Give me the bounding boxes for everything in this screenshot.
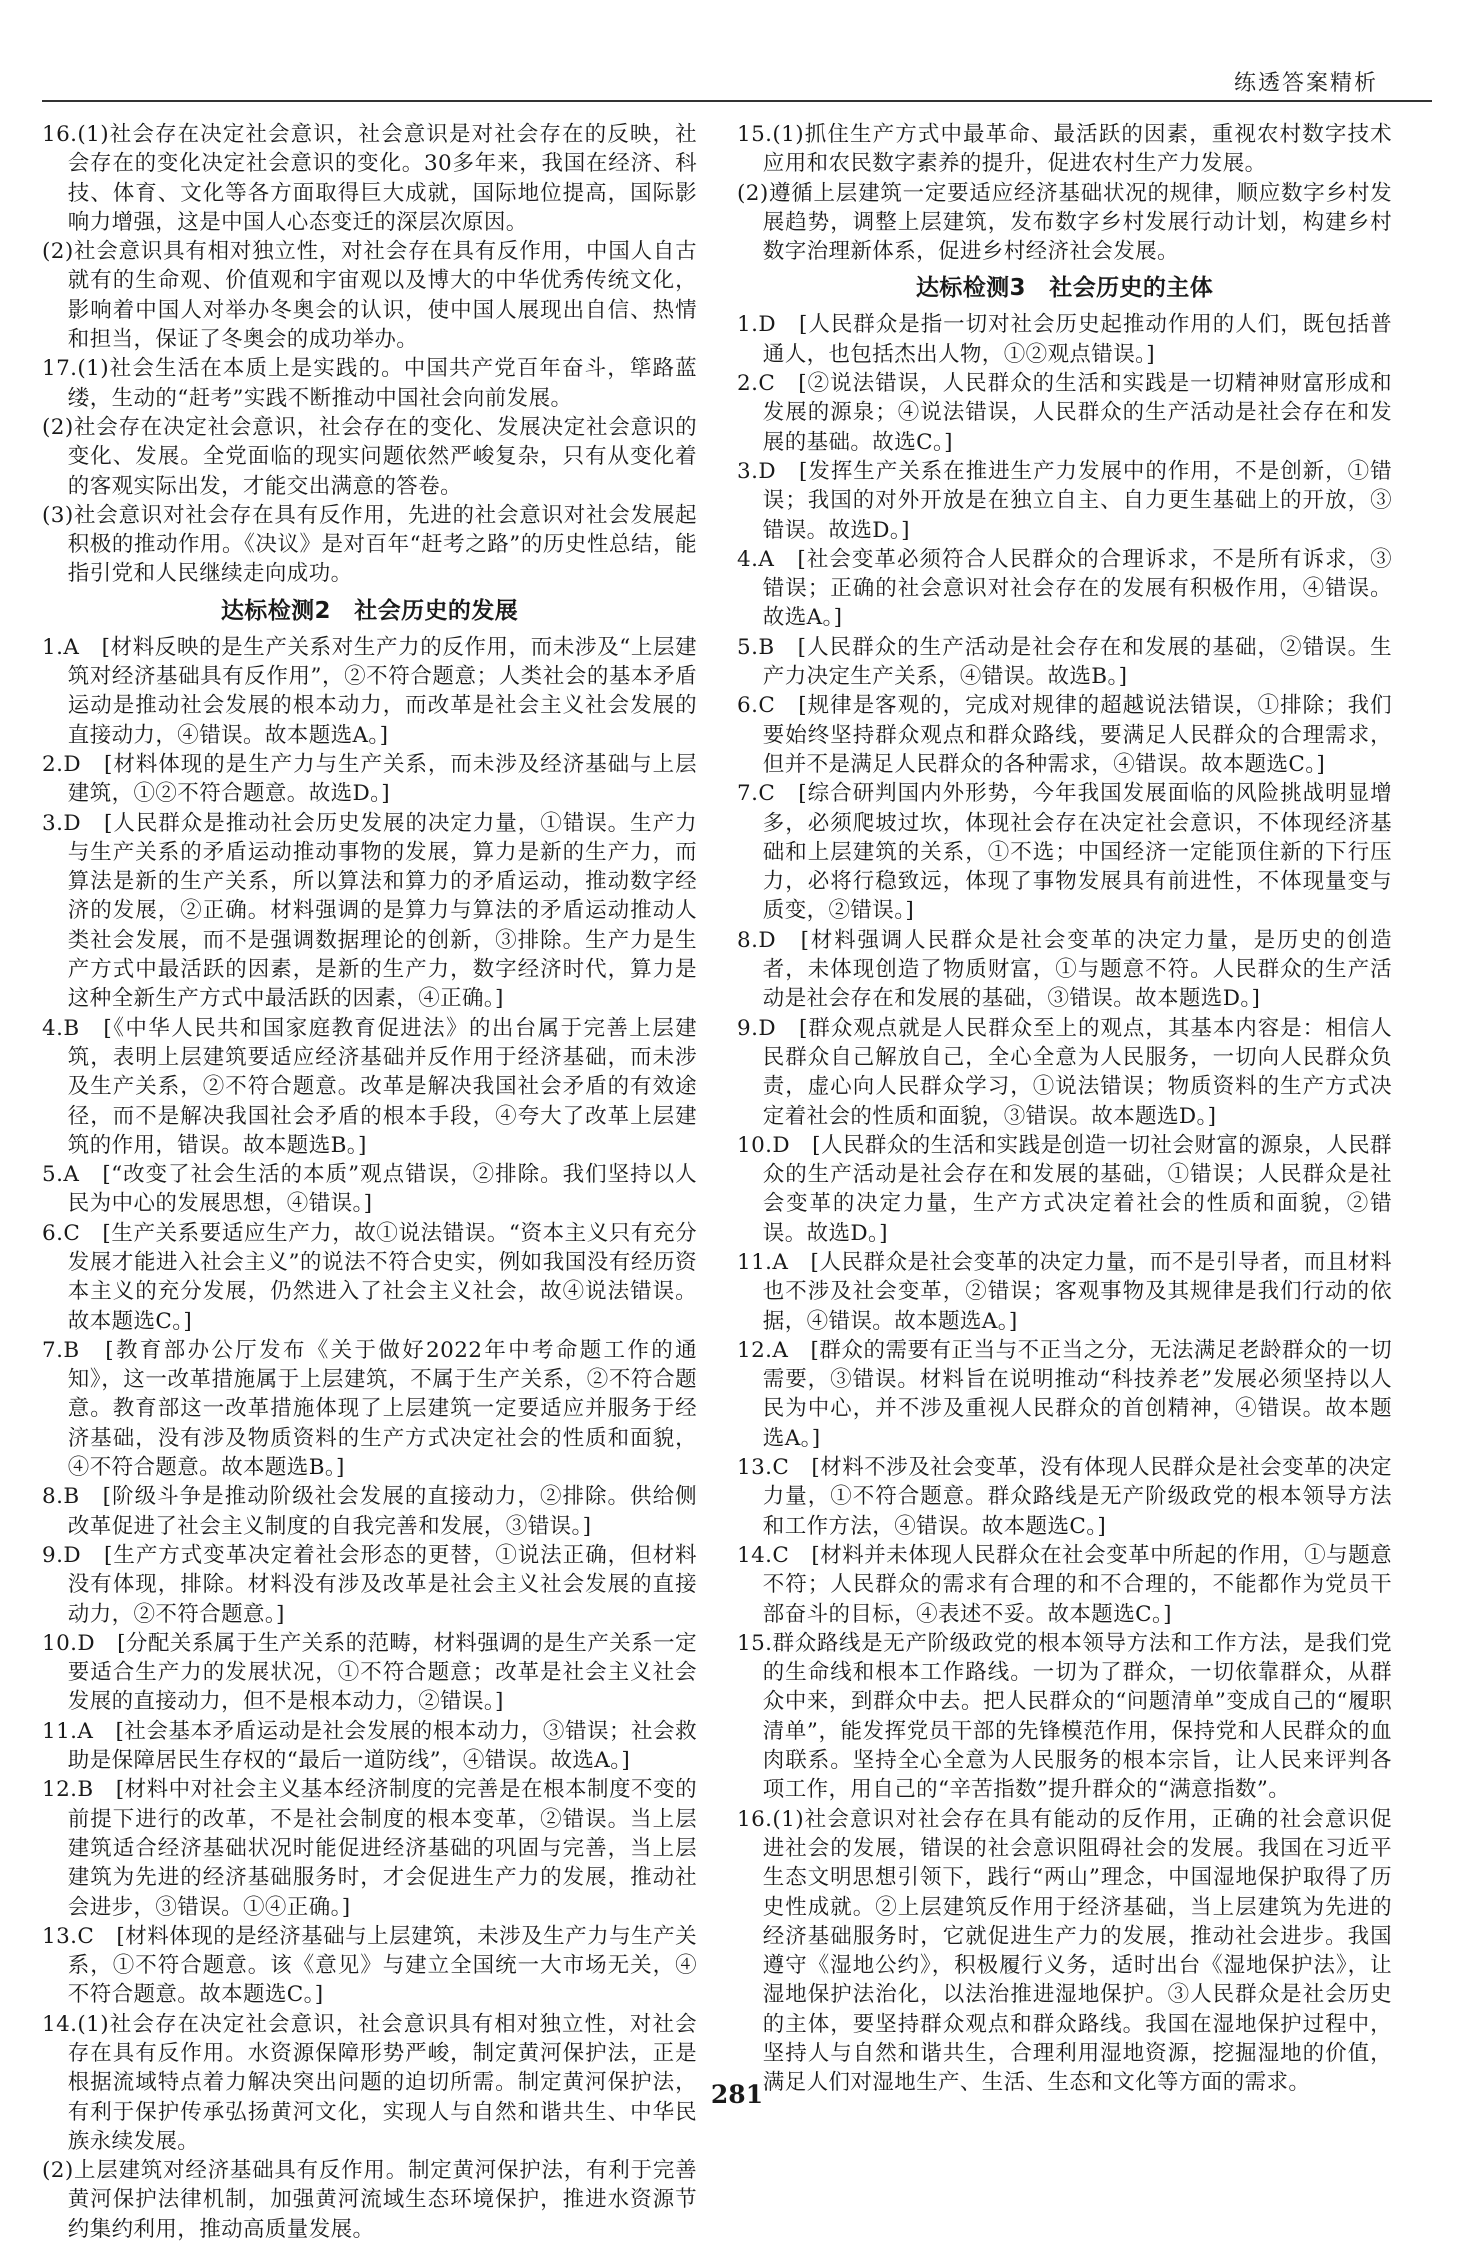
answer-item: 7.B [教育部办公厅发布《关于做好2022年中考命题工作的通知》，这一改革措施属于上层建筑，不属于生产关系，②不符合题意。教育部这一改革措施体现了上层建筑一定要适应并服务于经济基础，没有涉及物质资料的生产方式决定社会的性质和面貌，④不符合题意。故本题选B。] [42, 1337, 697, 1481]
answer-item: 14.(1)社会存在决定社会意识，社会意识具有相对独立性，对社会存在具有反作用。水资源保障形势严峻，制定黄河保护法，正是根据流域特点着力解决突出问题的迫切所需。制定黄河保护法，有利于保护传承弘扬黄河文化，实现人与自然和谐共生、中华民族永续发展。 [42, 2011, 697, 2154]
section-title-3: 达标检测3 社会历史的主体 [915, 275, 1214, 302]
page-number: 281 [710, 2080, 764, 2109]
answer-item: (2)上层建筑对经济基础具有反作用。制定黄河保护法，有利于完善黄河保护法律机制，加强黄河流域生态环境保护，推进水资源节约集约利用，推动高质量发展。 [42, 2158, 697, 2242]
section-title-2: 达标检测2 社会历史的发展 [220, 597, 519, 624]
answer-item: 12.B [材料中对社会主义基本经济制度的完善是在根本制度不变的前提下进行的改革，不是社会制度的根本变革，②错误。当上层建筑适合经济基础状况时能促进经济基础的巩固与完善，当上层建筑为先进的经济基础服务时，才会促进生产力的发展，推动社会进步，③错误。①④正确。] [42, 1777, 697, 1920]
answer-item: 8.D [材料强调人民群众是社会变革的决定力量，是历史的创造者，未体现创造了物质财富，①与题意不符。人民群众的生产活动是社会存在和发展的基础，③错误。故本题选D。] [737, 927, 1392, 1012]
answer-item: 13.C [材料体现的是经济基础与上层建筑，未涉及生产力与生产关系，①不符合题意。该《意见》与建立全国统一大市场无关，④不符合题意。故本题选C。] [42, 1923, 697, 2008]
right-column [737, 120, 1392, 2098]
answer-item: 2.C [②说法错误，人民群众的生活和实践是一切精神财富形成和发展的源泉；④说法错误，人民群众的生产活动是社会存在和发展的基础。故选C。] [737, 371, 1392, 455]
answer-item: 1.D [人民群众是指一切对社会历史起推动作用的人们，既包括普通人，也包括杰出人物，①②观点错误。] [737, 312, 1392, 367]
answer-item: 4.A [社会变革必须符合人民群众的合理诉求，不是所有诉求，③错误；正确的社会意识对社会存在的发展有积极作用，④错误。故选A。] [737, 546, 1392, 631]
answer-item: 7.C [综合研判国内外形势，今年我国发展面临的风险挑战明显增多，必须爬坡过坎，体现社会存在决定社会意识，不体现经济基础和上层建筑的关系，①不选；中国经济一定能顶住新的下行压力，必将行稳致远，体现了事物发展具有前进性，不体现量变与质变，②错误。] [737, 781, 1392, 924]
answer-item: 8.B [阶级斗争是推动阶级社会发展的直接动力，②排除。供给侧改革促进了社会主义制度的自我完善和发展，③错误。] [42, 1484, 697, 1539]
answer-item: 9.D [群众观点就是人民群众至上的观点，其基本内容是：相信人民群众自己解放自己，全心全意为人民服务，一切向人民群众负责，虚心向人民群众学习，①说法错误；物质资料的生产方式决定着社会的性质和面貌，③错误。故本题选D。] [737, 1015, 1392, 1129]
answer-item: 1.A [材料反映的是生产关系对生产力的反作用，而未涉及“上层建筑对经济基础具有反作用”，②不符合题意；人类社会的基本矛盾运动是推动社会发展的根本动力，而改革是社会主义社会发展的直接动力，④错误。故本题选A。] [42, 634, 697, 748]
answer-item: 5.A [“改变了社会生活的本质”观点错误，②排除。我们坚持以人民为中心的发展思想，④错误。] [42, 1162, 697, 1217]
answer-item: 10.D [分配关系属于生产关系的范畴，材料强调的是生产关系一定要适合生产力的发展状况，①不符合题意；改革是社会主义社会发展的直接动力，但不是根本动力，②错误。] [42, 1630, 697, 1715]
answer-item: 14.C [材料并未体现人民群众在社会变革中所起的作用，①与题意不符；人民群众的需求有合理的和不合理的，不能都作为党员干部奋斗的目标，④表述不妥。故本题选C。] [737, 1542, 1392, 1627]
answer-item: 12.A [群众的需要有正当与不正当之分，无法满足老龄群众的一切需要，③错误。材料旨在说明推动“科技养老”发展必须坚持以人民为中心，并不涉及重视人民群众的首创精神，④错误。故本题选A。] [737, 1337, 1392, 1451]
left-column [42, 120, 697, 2244]
answer-item: 13.C [材料不涉及社会变革，没有体现人民群众是社会变革的决定力量，①不符合题意。群众路线是无产阶级政党的根本领导方法和工作方法，④错误。故本题选C。] [737, 1455, 1392, 1539]
answer-item: 11.A [社会基本矛盾运动是社会发展的根本动力，③错误；社会救助是保障居民生存权的“最后一道防线”，④错误。故选A。] [42, 1718, 697, 1774]
answer-16-part2: (2)社会意识具有相对独立性，对社会存在具有反作用，中国人自古就有的生命观、价值观和宇宙观以及博大的中华优秀传统文化，影响着中国人对举办冬奥会的认识，使中国人展现出自信、热情和担当，保证了冬奥会的成功举办。 [42, 239, 697, 353]
answer-item: 2.D [材料体现的是生产力与生产关系，而未涉及经济基础与上层建筑，①②不符合题意。故选D。] [42, 751, 697, 807]
answer-15-part2: (2)遵循上层建筑一定要适应经济基础状况的规律，顺应数字乡村发展趋势，调整上层建筑，发布数字乡村发展行动计划，构建乡村数字治理新体系，促进乡村经济社会发展。 [737, 180, 1392, 265]
answer-item: 6.C [生产关系要适应生产力，故①说法错误。“资本主义只有充分发展才能进入社会主义”的说法不符合史实，例如我国没有经历资本主义的充分发展，仍然进入了社会主义社会，故④说法错误。故本题选C。] [42, 1220, 697, 1334]
answer-17-part3: (3)社会意识对社会存在具有反作用，先进的社会意识对社会发展起积极的推动作用。《决议》是对百年“赶考之路”的历史性总结，能指引党和人民继续走向成功。 [42, 502, 697, 587]
answer-item: 16.(1)社会意识对社会存在具有能动的反作用，正确的社会意识促进社会的发展，错误的社会意识阻碍社会的发展。我国在习近平生态文明思想引领下，践行“两山”理念，中国湿地保护取得了历史性成就。②上层建筑反作用于经济基础，当上层建筑为先进的经济基础服务时，它就促进生产力的发展，推动社会进步。我国遵守《湿地公约》，积极履行义务，适时出台《湿地保护法》，让湿地保护法治化，以法治推进湿地保护。③人民群众是社会历史的主体，要坚持群众观点和群众路线。我国在湿地保护过程中，坚持人与自然和谐共生，合理利用湿地资源，挖掘湿地的价值，满足人们对湿地生产、生活、生态和文化等方面的需求。 [737, 1806, 1392, 2096]
answer-item: 5.B [人民群众的生产活动是社会存在和发展的基础，②错误。生产力决定生产关系，④错误。故选B。] [737, 634, 1392, 690]
answer-item: 6.C [规律是客观的，完成对规律的超越说法错误，①排除；我们要始终坚持群众观点和群众路线，要满足人民群众的合理需求，但并不是满足人民群众的各种需求，④错误。故本题选C。] [737, 693, 1392, 777]
answer-item: 10.D [人民群众的生活和实践是创造一切社会财富的源泉，人民群众的生产活动是社会存在和发展的基础，①错误；人民群众是社会变革的决定力量，生产方式决定着社会的性质和面貌，②错误。故选D。] [737, 1132, 1392, 1246]
answer-item: 3.D [人民群众是推动社会历史发展的决定力量，①错误。生产力与生产关系的矛盾运动推动事物的发展，算力是新的生产力，而算法是新的生产关系，所以算法和算力的矛盾运动，推动数字经济的发展，②正确。材料强调的是算力与算法的矛盾运动推动人类社会发展，而不是强调数据理论的创新，③排除。生产力是生产方式中最活跃的因素，是新的生产力，数字经济时代，算力是这种全新生产方式中最活跃的因素，④正确。] [42, 810, 697, 1012]
answer-item: 3.D [发挥生产关系在推进生产力发展中的作用，不是创新，①错误；我国的对外开放是在独立自主、自力更生基础上的开放，③错误。故选D。] [737, 458, 1392, 543]
answer-15-part1: 15.(1)抓住生产方式中最革命、最活跃的因素，重视农村数字技术应用和农民数字素养的提升，促进农村生产力发展。 [737, 122, 1392, 177]
answer-item: 4.B [《中华人民共和国家庭教育促进法》的出台属于完善上层建筑，表明上层建筑要适应经济基础并反作用于经济基础，而未涉及生产关系，②不符合题意。改革是解决我国社会矛盾的有效途径，而不是解决我国社会矛盾的根本手段，④夸大了改革上层建筑的作用，错误。故本题选B。] [42, 1015, 697, 1158]
answer-17-part2: (2)社会存在决定社会意识，社会存在的变化、发展决定社会意识的变化、发展。全党面临的现实问题依然严峻复杂，只有从变化着的客观实际出发，才能交出满意的答卷。 [42, 414, 697, 499]
answer-item: 15.群众路线是无产阶级政党的根本领导方法和工作方法，是我们党的生命线和根本工作路线。一切为了群众，一切依靠群众，从群众中来，到群众中去。把人民群众的“问题清单”变成自己的“履职清单”，能发挥党员干部的先锋模范作用，保持党和人民群众的血肉联系。坚持全心全意为人民服务的根本宗旨，让人民来评判各项工作，用自己的“辛苦指数”提升群众的“满意指数”。 [737, 1630, 1392, 1803]
answer-17-part1: 17.(1)社会生活在本质上是实践的。中国共产党百年奋斗，筚路蓝缕，生动的“赶考”实践不断推动中国社会向前发展。 [42, 356, 697, 411]
answer-item: 11.A [人民群众是社会变革的决定力量，而不是引导者，而且材料也不涉及社会变革，②错误；客观事物及其规律是我们行动的依据，④错误。故本题选A。] [737, 1249, 1392, 1334]
answer-item: 9.D [生产方式变革决定着社会形态的更替，①说法正确，但材料没有体现，排除。材料没有涉及改革是社会主义社会发展的直接动力，②不符合题意。] [42, 1542, 697, 1627]
header-rule [42, 100, 1432, 102]
answer-16-part1: 16.(1)社会存在决定社会意识，社会意识是对社会存在的反映，社会存在的变化决定社会意识的变化。30多年来，我国在经济、科技、体育、文化等各方面取得巨大成就，国际地位提高，国际影响力增强，这是中国人心态变迁的深层次原因。 [42, 122, 697, 235]
page-header-title: 练透答案精析 [1233, 71, 1378, 96]
